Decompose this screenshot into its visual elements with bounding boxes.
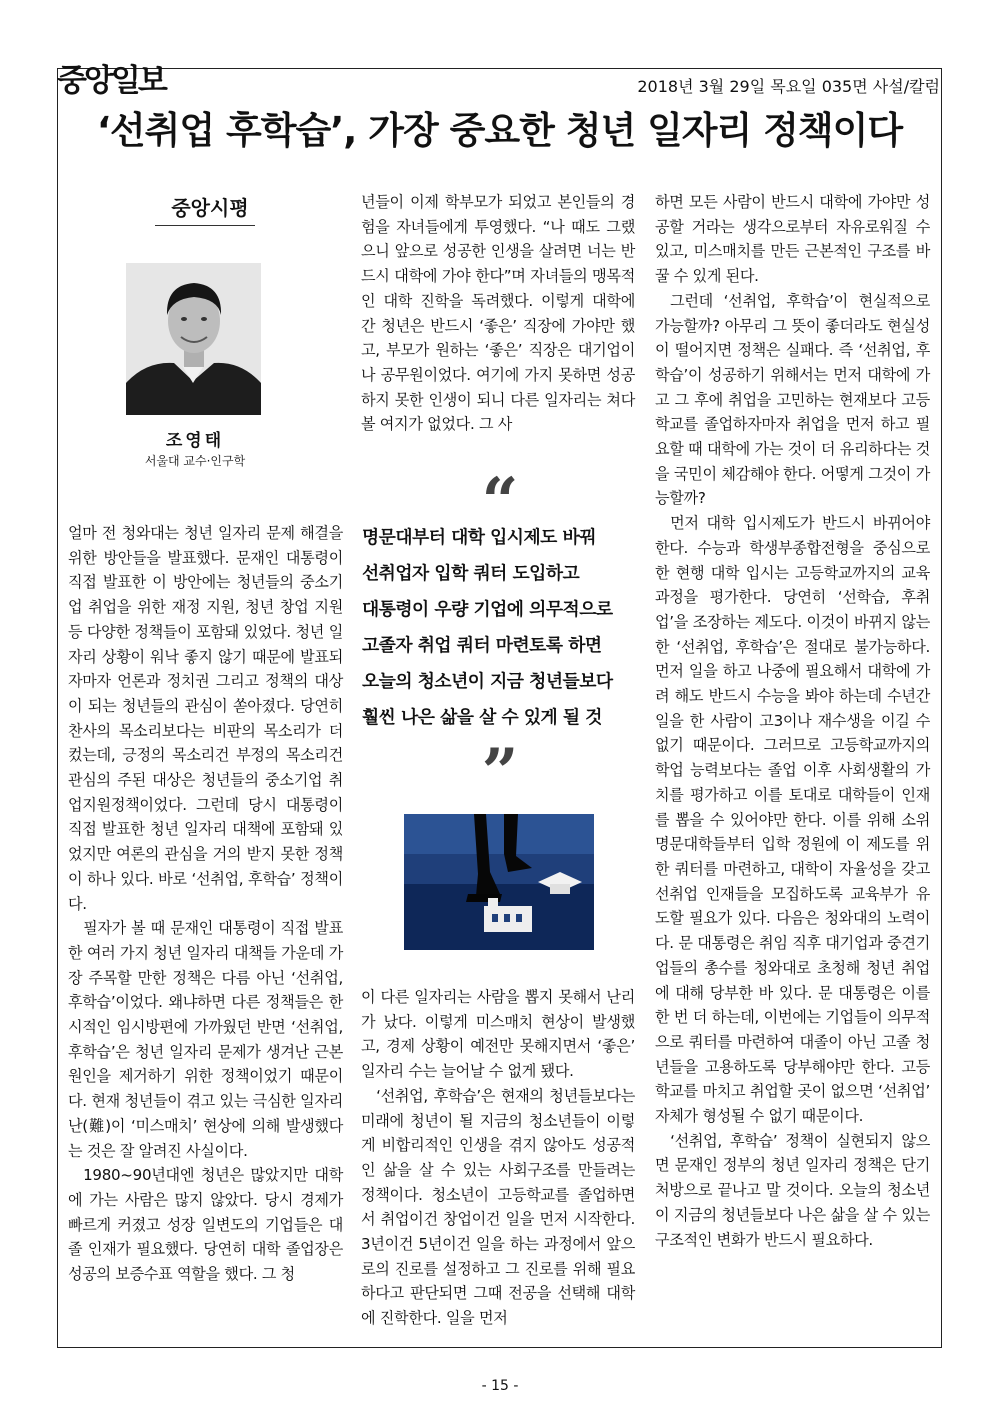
paragraph: ‘선취업, 후학습’은 현재의 청년들보다는 미래에 청년이 될 지금의 청소년들이 이렇게 비합리적인 인생을 겪지 않아도 성공적인 삶을 살 수 있는 사회구조를 만들려는 정책이다. 청소년이 고등학교를 졸업하면서 취업이건 창업이건 일을 먼저 시작한다. 3년이건 5년이건 일을 하는 과정에서 앞으로의 진로를 설정하고 그 진로를 위해 필요하다고 판단되면 그때 전공을 선택해 대학에 진학한다. 일을 먼저 <box>361 1086 635 1328</box>
open-quote-mark: “ <box>481 464 519 539</box>
pull-quote-line: 훨씬 나은 삶을 살 수 있게 될 것 <box>362 707 602 728</box>
dateline: 2018년 3월 29일 목요일 035면 사설/칼럼 <box>637 77 940 96</box>
paragraph: 년들이 이제 학부모가 되었고 본인들의 경험을 자녀들에게 투영했다. “나 때도 그랬으니 앞으로 성공한 인생을 살려면 너는 반드시 대학에 가야 한다”며 자녀들의 맹목적인 대학 진학을 독려했다. 이렇게 대학에 간 청년은 반드시 ‘좋은’ 직장에 가야만 했고, 부모가 원하는 ‘좋은’ 직장은 대기업이나 공무원이었다. 여기에 가지 못하면 성공하지 못한 인생이 되니 다른 일자리는 쳐다볼 여지가 없었다. 그 사 <box>361 193 635 434</box>
pull-quote-line: 오늘의 청소년이 지금 청년들보다 <box>362 671 613 692</box>
article-column-1 <box>68 521 343 1287</box>
article-column-2-bottom <box>361 985 635 1331</box>
paragraph: 하면 모든 사람이 반드시 대학에 가야만 성공할 거라는 생각으로부터 자유로워질 수 있고, 미스매치를 만든 근본적인 구조를 바꿀 수 있게 된다. <box>655 193 930 286</box>
author-name: 조영태 <box>165 431 225 451</box>
article-column-2-top <box>361 190 635 437</box>
newspaper-logo: 중앙일보 <box>57 63 165 99</box>
paragraph: 얼마 전 청와대는 청년 일자리 문제 해결을 위한 방안들을 발표했다. 문재인 대통령이 직접 발표한 이 방안에는 청년들의 중소기업 취업을 위한 재정 지원, 청년 창업 지원 등 다양한 정책들이 포함돼 있었다. 청년 일자리 상황이 워낙 좋지 않기 때문에 발표되자마자 언론과 정치권 그리고 정책의 대상이 되는 청년들의 관심이 쏟아졌다. 당연히 찬사의 목소리보다는 비판의 목소리가 더 컸는데, 긍정의 목소리건 부정의 목소리건 관심의 주된 대상은 청년들의 중소기업 취업지원정책이었다. 그런데 당시 대통령이 직접 발표한 청년 일자리 대책에 포함돼 있었지만 여론의 관심을 거의 받지 못한 정책이 하나 있다. 바로 ‘선취업, 후학습’ 정책이다. <box>68 524 343 913</box>
pull-quote-line: 선취업자 입학 쿼터 도입하고 <box>362 563 580 584</box>
close-quote-mark: ” <box>481 735 519 810</box>
pull-quote-line: 명문대부터 대학 입시제도 바꿔 <box>362 527 596 548</box>
author-role: 서울대 교수·인구학 <box>144 454 246 468</box>
paragraph: 그런데 ‘선취업, 후학습’이 현실적으로 가능할까? 아무리 그 뜻이 좋더라도 현실성이 떨어지면 정책은 실패다. 즉 ‘선취업, 후학습’이 성공하기 위해서는 먼저 대학에 가고 그 후에 취업을 고민하는 현재보다 고등학교를 졸업하자마자 취업을 먼저 하고 필요할 때 대학에 가는 것이 더 유리하다는 것을 국민이 체감해야 한다. 어떻게 그것이 가능할까? <box>655 291 930 508</box>
paragraph: 먼저 대학 입시제도가 반드시 바뀌어야 한다. 수능과 학생부종합전형을 중심으로 한 현행 대학 입시는 고등학교까지의 교육과정을 평가한다. 당연히 ‘선학습, 후취업’을 조장하는 제도다. 이것이 바뀌지 않는 한 ‘선취업, 후학습’은 절대로 불가능하다. 먼저 일을 하고 나중에 필요해서 대학에 가려 해도 반드시 수능을 봐야 하는데 수년간 일을 한 사람이 고3이나 재수생을 이길 수 없기 때문이다. 그러므로 고등학교까지의 학업 능력보다는 졸업 이후 사회생활의 가치를 평가하고 이를 토대로 대학들이 인재를 뽑을 수 있어야만 한다. 이를 위해 소위 명문대학들부터 입학 정원에 이 제도를 위한 쿼터를 마련하고, 대학이 자율성을 갖고 선취업 인재들을 모집하도록 교육부가 유도할 필요가 있다. 다음은 청와대의 노력이다. 문 대통령은 취임 직후 대기업과 중견기업들의 총수를 청와대로 초청해 청년 취업에 대해 당부한 바 있다. 문 대통령은 이를 한 번 더 하는데, 이번에는 기업들이 의무적으로 쿼터를 마련하여 대졸이 아닌 고졸 청년들을 고용하도록 당부해야만 한다. 고등학교를 마치고 취업할 곳이 없으면 ‘선취업’ 자체가 형성될 수 없기 때문이다. <box>655 514 930 1126</box>
pull-quote <box>362 520 652 736</box>
headline: ‘선취업 후학습’, 가장 중요한 청년 일자리 정책이다 <box>96 109 903 152</box>
paragraph: ‘선취업, 후학습’ 정책이 실현되지 않으면 문재인 정부의 청년 일자리 정책은 단기 처방으로 끝나고 말 것이다. 오늘의 청소년이 지금의 청년들보다 나은 삶을 살 수 있는 구조적인 변화가 반드시 필요하다. <box>655 1131 930 1249</box>
pull-quote-line: 고졸자 취업 쿼터 마련토록 하면 <box>362 635 602 656</box>
paragraph: 이 다른 일자리는 사람을 뽑지 못해서 난리가 났다. 이렇게 미스매치 현상이 발생했고, 경제 상황이 예전만 못해지면서 ‘좋은’ 일자리 수는 늘어날 수 없게 됐다. <box>361 988 635 1081</box>
page-number: - 15 - <box>481 1378 519 1394</box>
pull-quote-line: 대통령이 우량 기업에 의무적으로 <box>362 599 613 620</box>
author-photo <box>126 263 261 415</box>
paragraph: 1980~90년대엔 청년은 많았지만 대학에 가는 사람은 많지 않았다. 당시 경제가 빠르게 커졌고 성장 일변도의 기업들은 대졸 인재가 필요했다. 당연히 대학 졸업장은 성공의 보증수표 역할을 했다. 그 청 <box>68 1166 343 1284</box>
article-column-3 <box>655 190 930 1252</box>
paragraph: 필자가 볼 때 문재인 대통령이 직접 발표한 여러 가지 청년 일자리 대책들 가운데 가장 주목할 만한 정책은 다름 아닌 ‘선취업, 후학습’이었다. 왜냐하면 다른 정책들은 한시적인 임시방편에 가까웠던 반면 ‘선취업, 후학습’은 청년 일자리 문제가 생겨난 근본 원인을 제거하기 위한 정책이었기 때문이다. 현재 청년들이 겪고 있는 극심한 일자리난(難)이 ‘미스매치’ 현상에 의해 발생했다는 것은 잘 알려진 사실이다. <box>68 919 343 1160</box>
illustration-walking-graduation <box>404 814 594 950</box>
section-divider <box>155 225 255 226</box>
section-label: 중앙시평 <box>171 196 249 220</box>
